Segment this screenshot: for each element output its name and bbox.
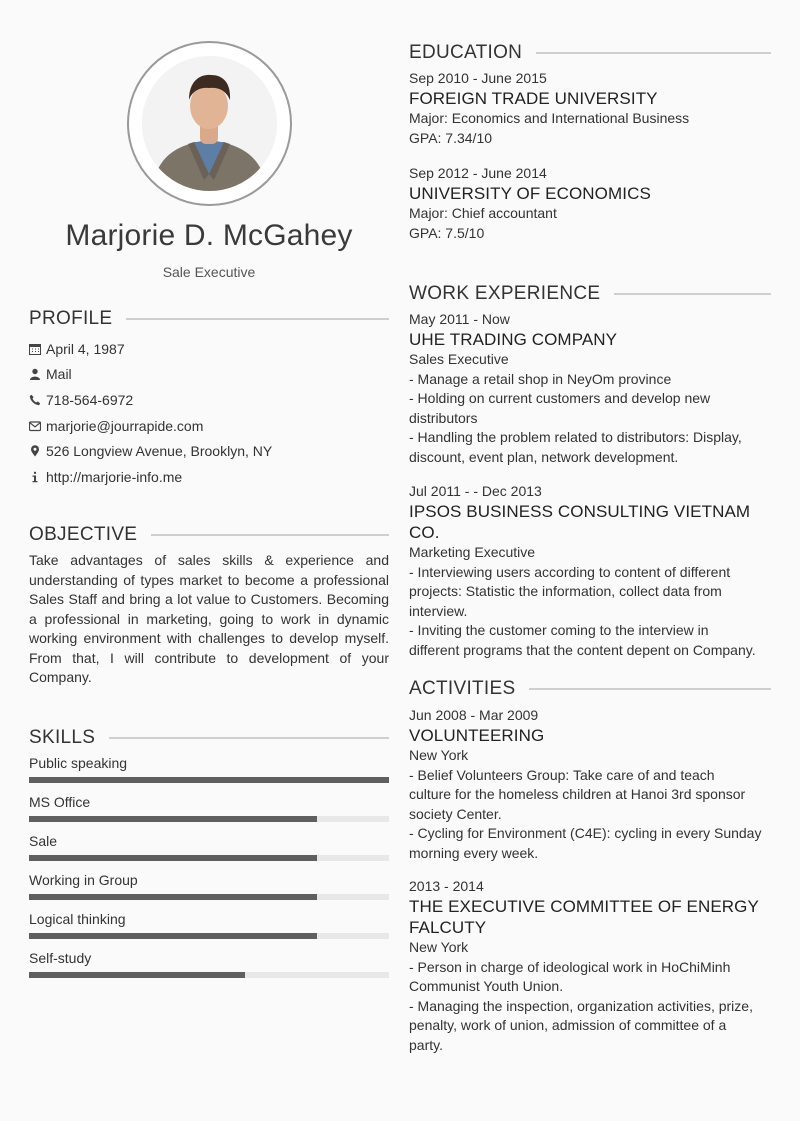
- entry-line: Sales Executive: [409, 351, 509, 367]
- candidate-role: Sale Executive: [162, 264, 256, 280]
- skill-label: MS Office: [29, 794, 91, 810]
- entry-line: GPA: 7.34/10: [409, 129, 493, 146]
- entry-line: - Belief Volunteers Group: Take care of and teach: [409, 766, 715, 783]
- entry-line: different programs that the content depent on Company.: [409, 641, 756, 658]
- entry-date: 2013 - 2014: [409, 878, 484, 894]
- skill-bar-fill: [29, 894, 317, 900]
- entry-line: distributors: [409, 409, 478, 426]
- profile-phone-text[interactable]: 718-564-6972: [46, 391, 134, 408]
- skills-rule: [109, 737, 389, 739]
- education-entry: [409, 69, 771, 148]
- education-rule: [536, 52, 771, 54]
- entry-org: UNIVERSITY OF ECONOMICS: [409, 184, 651, 203]
- skill-bar-fill: [29, 816, 317, 822]
- skills-heading: [29, 727, 389, 749]
- entry-line: morning every week.: [409, 844, 539, 861]
- skill-item: [29, 754, 389, 793]
- profile-website: [29, 464, 389, 490]
- entry-line: - Handling the problem related to distributors: Display,: [409, 429, 742, 445]
- work-heading: [409, 283, 771, 305]
- skill-bar-track: [29, 894, 389, 900]
- entry-line: Marketing Executive: [409, 544, 536, 560]
- profile-address-text: 526 Longview Avenue, Brooklyn, NY: [46, 443, 273, 460]
- skill-item: [29, 793, 389, 832]
- skill-bar-track: [29, 777, 389, 783]
- avatar-frame: [127, 41, 292, 206]
- work-title: WORK EXPERIENCE: [409, 283, 601, 304]
- user-icon: [29, 368, 46, 380]
- skill-item: [29, 832, 389, 871]
- entry-line: culture for the homeless children at Hanoi 3rd sponsor: [409, 786, 746, 802]
- skill-label: Sale: [29, 833, 58, 849]
- entry-line: discount, event plan, network development.: [409, 448, 679, 465]
- activity-entry: [409, 706, 771, 863]
- entry-date: Jun 2008 - Mar 2009: [409, 707, 539, 723]
- avatar: [142, 56, 277, 191]
- objective-heading: [29, 524, 389, 546]
- skills-list: [29, 754, 389, 988]
- profile-mail: [29, 362, 389, 388]
- work-entry: [409, 482, 771, 660]
- profile-list: [29, 336, 389, 490]
- skill-label: Self-study: [29, 950, 92, 966]
- entry-line: New York: [409, 747, 469, 763]
- skill-label: Public speaking: [29, 755, 128, 771]
- entry-line: - Holding on current customers and develop new: [409, 390, 711, 406]
- avatar-photo: [142, 56, 277, 191]
- entry-line: party.: [409, 1036, 443, 1053]
- skill-bar-fill: [29, 855, 317, 861]
- entry-line: interview.: [409, 602, 468, 619]
- entry-date: Sep 2010 - June 2015: [409, 70, 547, 86]
- entry-line: Communist Youth Union.: [409, 978, 564, 994]
- entry-date: Sep 2012 - June 2014: [409, 165, 547, 181]
- info-icon: [29, 471, 46, 483]
- entry-org: THE EXECUTIVE COMMITTEE OF ENERGY: [409, 897, 759, 916]
- entry-line: society Center.: [409, 805, 502, 822]
- profile-rule: [126, 318, 389, 320]
- skill-bar-fill: [29, 777, 389, 783]
- activities-heading: [409, 678, 771, 700]
- skill-bar-track: [29, 855, 389, 861]
- work-rule: [614, 293, 771, 295]
- activities-title: ACTIVITIES: [409, 678, 516, 699]
- entry-org: IPSOS BUSINESS CONSULTING VIETNAM CO.: [409, 502, 751, 542]
- profile-email: [29, 413, 389, 439]
- objective-title: OBJECTIVE: [29, 524, 138, 545]
- activity-entry: [409, 877, 771, 1055]
- phone-icon: [29, 394, 46, 406]
- profile-website-text[interactable]: http://marjorie-info.me: [46, 468, 183, 485]
- entry-line: - Person in charge of ideological work in HoChiMinh: [409, 958, 731, 975]
- entry-line: - Interviewing users according to content of different: [409, 563, 731, 580]
- candidate-name: Marjorie D. McGahey: [65, 219, 353, 252]
- work-entry: [409, 310, 771, 467]
- entry-line: - Managing the inspection, organization activities, prize,: [409, 997, 753, 1014]
- profile-email-text[interactable]: marjorie@jourrapide.com: [46, 417, 204, 434]
- skill-item: [29, 949, 389, 988]
- entry-line: penalty, work of union, admission of committee of a: [409, 1017, 727, 1033]
- entry-line: projects: Statistic the information, collect data from: [409, 583, 722, 599]
- email-icon: [29, 420, 46, 432]
- entry-line: - Manage a retail shop in NeyOm province: [409, 370, 672, 387]
- entry-org: FOREIGN TRADE UNIVERSITY: [409, 89, 658, 108]
- calendar-icon: [29, 343, 46, 355]
- entry-date: Jul 2011 - - Dec 2013: [409, 483, 542, 499]
- skill-item: [29, 910, 389, 949]
- skill-bar-fill: [29, 972, 245, 978]
- entry-line: Major: Chief accountant: [409, 205, 557, 221]
- entry-date: May 2011 - Now: [409, 311, 510, 327]
- activities-rule: [529, 688, 771, 690]
- profile-heading: [29, 308, 389, 330]
- entry-line: - Cycling for Environment (C4E): cycling in every Sunday: [409, 825, 762, 841]
- entry-line: Major: Economics and International Business: [409, 110, 690, 126]
- entry-line: New York: [409, 939, 469, 955]
- objective-text: Take advantages of sales skills & experience and understanding of types market to become a professional Sales Staff and bring a lot value to Customers. Becoming a professional in marketing, going to work in dynamic working environment with challenges to develop myself. From that, I will contribute to development of your Company.: [29, 552, 389, 685]
- education-entry: [409, 164, 771, 243]
- entry-org: UHE TRADING COMPANY: [409, 330, 618, 349]
- skill-bar-fill: [29, 933, 317, 939]
- profile-address: [29, 438, 389, 464]
- profile-birthdate: [29, 336, 389, 362]
- profile-title: PROFILE: [29, 308, 113, 329]
- skills-title: SKILLS: [29, 727, 96, 748]
- entry-org: VOLUNTEERING: [409, 726, 545, 745]
- skill-bar-track: [29, 933, 389, 939]
- location-pin-icon: [29, 445, 46, 457]
- entry-line: - Inviting the customer coming to the interview in: [409, 622, 709, 638]
- entry-org-continued: FALCUTY: [409, 918, 487, 937]
- entry-line: GPA: 7.5/10: [409, 224, 485, 241]
- profile-phone: [29, 387, 389, 413]
- profile-birthdate-text: April 4, 1987: [46, 340, 125, 357]
- skill-bar-track: [29, 816, 389, 822]
- skill-label: Working in Group: [29, 872, 138, 888]
- education-title: EDUCATION: [409, 42, 523, 63]
- profile-mail-text: Mail: [46, 366, 72, 383]
- skill-item: [29, 871, 389, 910]
- education-heading: [409, 42, 771, 64]
- skill-label: Logical thinking: [29, 911, 126, 927]
- skill-bar-track: [29, 972, 389, 978]
- objective-rule: [151, 534, 389, 536]
